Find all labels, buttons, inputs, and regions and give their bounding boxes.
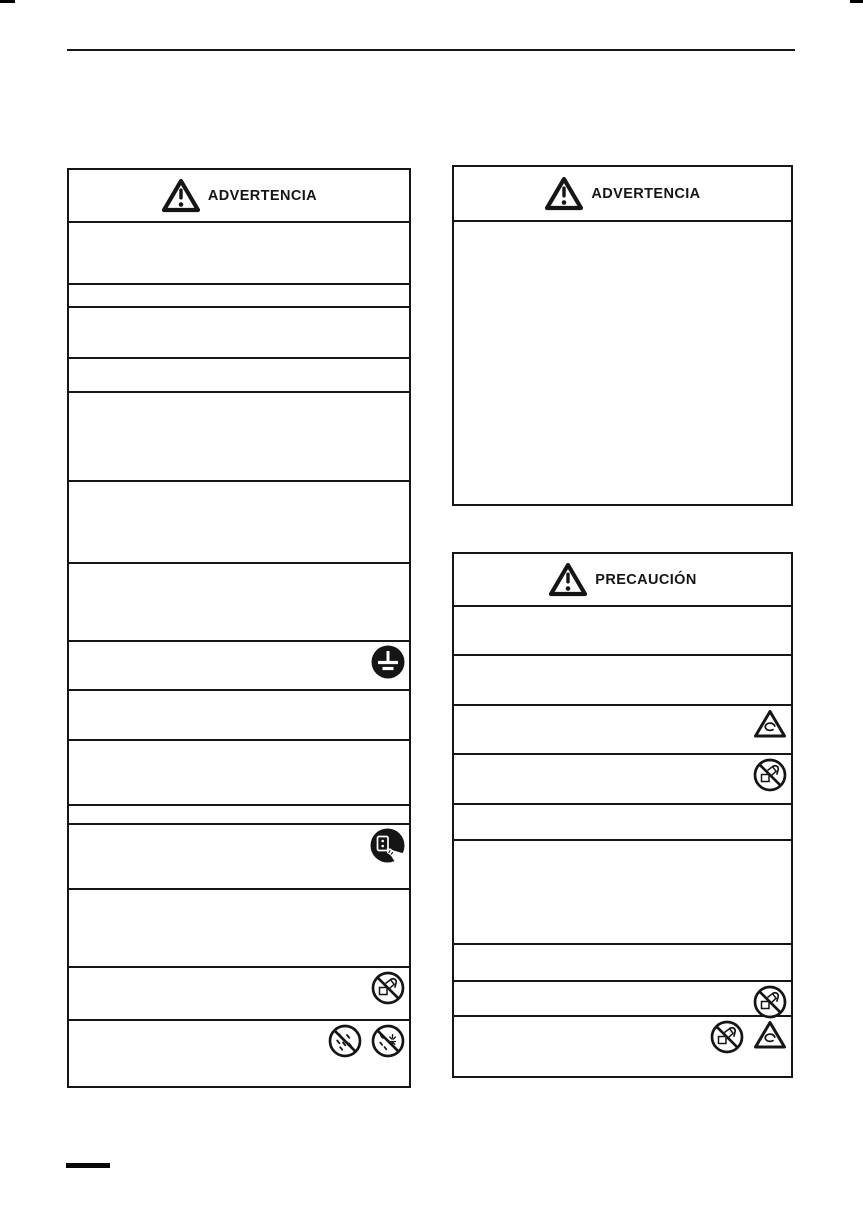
table-row: [454, 656, 791, 706]
warning-table-right-header: [454, 167, 791, 222]
caution-table: [452, 552, 793, 1078]
warning-triangle-icon: [161, 178, 201, 213]
warning-triangle-icon: [548, 562, 588, 597]
table-row: [69, 285, 409, 308]
table-row: [454, 805, 791, 841]
table-row: [69, 642, 409, 691]
table-row: [69, 890, 409, 968]
table-row: [454, 1017, 791, 1076]
table-row: [454, 945, 791, 982]
table-row: [454, 222, 791, 504]
no-touch-icon: [753, 985, 787, 1019]
table-row: [69, 308, 409, 359]
no-touch-icon: [710, 1020, 744, 1054]
crop-mark-top-right: [850, 0, 863, 3]
crop-mark-top-left: [0, 0, 15, 3]
no-touch-icon: [753, 758, 787, 792]
warning-table-left-header: [69, 170, 409, 223]
table-row: [69, 1021, 409, 1086]
table-row: [69, 482, 409, 564]
warning-table-right: [452, 165, 793, 506]
table-row: [69, 968, 409, 1021]
no-touch-icon: [371, 971, 405, 1005]
table-row: [69, 806, 409, 825]
warning-table-left: [67, 168, 411, 1088]
caution-table-header: [454, 554, 791, 607]
table-row: [69, 741, 409, 806]
table-row: [454, 841, 791, 945]
table-row: [69, 564, 409, 642]
table-row: [454, 755, 791, 805]
table-row: [69, 359, 409, 393]
table-row: [454, 607, 791, 656]
unplug-icon: [370, 828, 405, 863]
no-splash-icon: [371, 1024, 405, 1058]
warning-table-right-body: [454, 222, 791, 504]
no-water-icon: [328, 1024, 362, 1058]
table-row: [69, 825, 409, 890]
caution-table-body: [454, 607, 791, 1076]
header-rule: [67, 49, 795, 51]
table-row: [454, 706, 791, 755]
warning-triangle-icon: [544, 176, 584, 211]
table-row: [69, 691, 409, 741]
warning-table-right-title: ADVERTENCIA: [591, 185, 701, 202]
table-row: [454, 982, 791, 1017]
hot-warning-icon: [753, 709, 787, 739]
ground-icon: [371, 645, 405, 679]
table-row: [69, 223, 409, 285]
warning-table-left-title: ADVERTENCIA: [207, 187, 318, 204]
hot-warning-icon: [753, 1020, 787, 1050]
footer-page-marker: [66, 1163, 110, 1168]
caution-table-title: PRECAUCIÓN: [595, 571, 697, 588]
warning-table-left-body: [69, 223, 409, 1086]
table-row: [69, 393, 409, 482]
